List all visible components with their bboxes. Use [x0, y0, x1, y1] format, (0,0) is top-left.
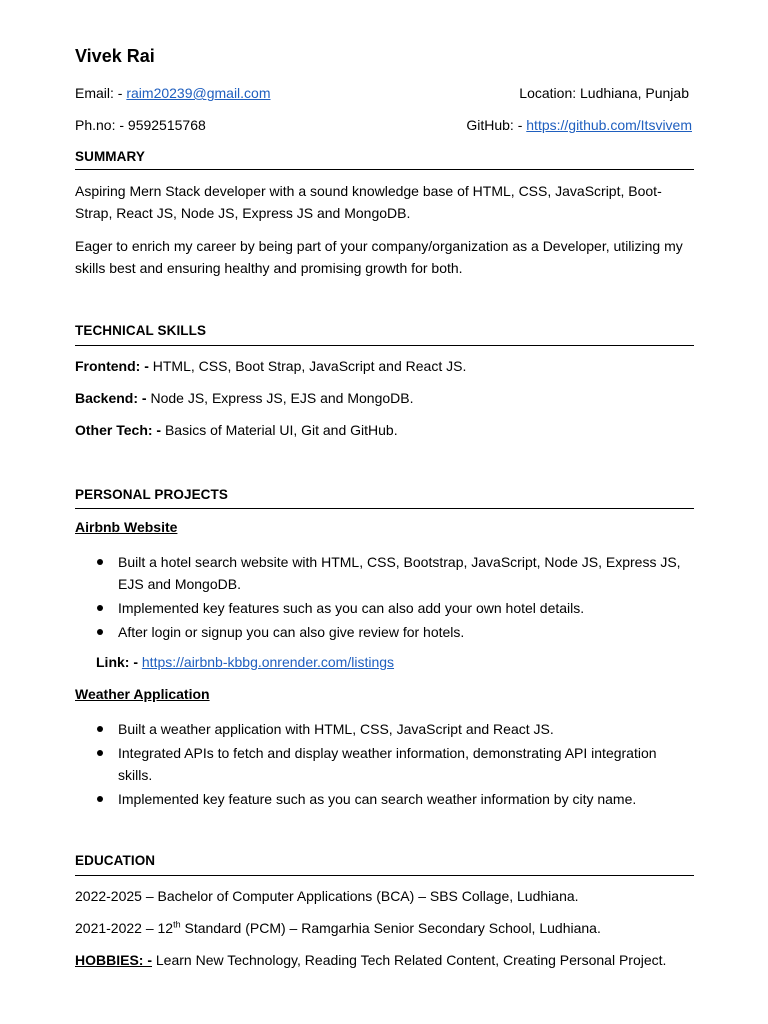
github-line [466, 116, 692, 134]
link-label: Link: - [96, 654, 138, 670]
education-item-2-years: 2021-2022 – 12 [75, 920, 174, 936]
education-item-1: 2022-2025 – Bachelor of Computer Applications (BCA) – SBS Collage, Ludhiana. [75, 888, 579, 904]
skills-backend [75, 389, 413, 407]
hobbies-text: Learn New Technology, Reading Tech Related Content, Creating Personal Project. [152, 952, 667, 968]
frontend-label: Frontend: - [75, 358, 149, 374]
projects-divider [75, 508, 694, 509]
skills-divider [75, 345, 694, 346]
backend-value: Node JS, Express JS, EJS and MongoDB. [146, 390, 414, 406]
frontend-value: HTML, CSS, Boot Strap, JavaScript and React JS. [148, 358, 467, 374]
candidate-name: Vivek Rai [75, 46, 155, 66]
backend-label: Backend: - [75, 390, 147, 406]
project-airbnb-link-line [96, 653, 394, 671]
list-item: Implemented key feature such as you can search weather information by city name. [75, 788, 694, 810]
airbnb-link[interactable]: https://airbnb-kbbg.onrender.com/listings [141, 654, 395, 670]
education-item-2-detail: Standard (PCM) – Ramgarhia Senior Secondary School, Ludhiana. [180, 920, 601, 936]
github-link[interactable]: https://github.com/Itsvivem [526, 117, 692, 133]
list-item: Integrated APIs to fetch and display weather information, demonstrating API integration skills. [75, 742, 694, 786]
summary-paragraph-2: Eager to enrich my career by being part of your company/organization as a Developer, utilizing my skills best and ensuring healthy and promising growth for both. [75, 238, 683, 276]
hobbies-line [75, 951, 666, 969]
email-line [75, 84, 271, 102]
hobbies-label: HOBBIES: - [75, 952, 152, 968]
education-heading: EDUCATION [75, 853, 156, 868]
summary-heading: SUMMARY [75, 149, 145, 164]
skills-heading: TECHNICAL SKILLS [75, 323, 207, 338]
other-tech-value: Basics of Material UI, Git and GitHub. [161, 422, 398, 438]
project-weather-bullets [75, 718, 694, 812]
education-divider [75, 875, 694, 876]
summary-divider [75, 169, 694, 170]
project-weather-title: Weather Application [75, 686, 210, 702]
email-link[interactable]: raim20239@gmail.com [126, 85, 271, 101]
list-item: Built a hotel search website with HTML, CSS, Bootstrap, JavaScript, Node JS, Express JS, EJS and MongoDB. [75, 551, 694, 595]
skills-other [75, 421, 398, 439]
education-item-2-sup: th [173, 919, 181, 930]
list-item: After login or signup you can also give review for hotels. [75, 621, 694, 643]
project-airbnb-title: Airbnb Website [75, 519, 178, 535]
email-label: Email: - [75, 85, 127, 101]
project-airbnb-bullets [75, 551, 694, 645]
location-text: Location: Ludhiana, Punjab [519, 85, 689, 101]
other-tech-label: Other Tech: - [75, 422, 162, 438]
summary-paragraph-1: Aspiring Mern Stack developer with a sound knowledge base of HTML, CSS, JavaScript, Boot-Strap, React JS, Node JS, Express JS and MongoDB. [75, 183, 662, 221]
list-item: Built a weather application with HTML, CSS, JavaScript and React JS. [75, 718, 694, 740]
list-item: Implemented key features such as you can also add your own hotel details. [75, 597, 694, 619]
projects-heading: PERSONAL PROJECTS [75, 487, 228, 502]
phone-text: Ph.no: - 9592515768 [75, 117, 206, 133]
github-label: GitHub: - [466, 117, 527, 133]
skills-frontend [75, 357, 466, 375]
education-item-2 [75, 919, 601, 937]
